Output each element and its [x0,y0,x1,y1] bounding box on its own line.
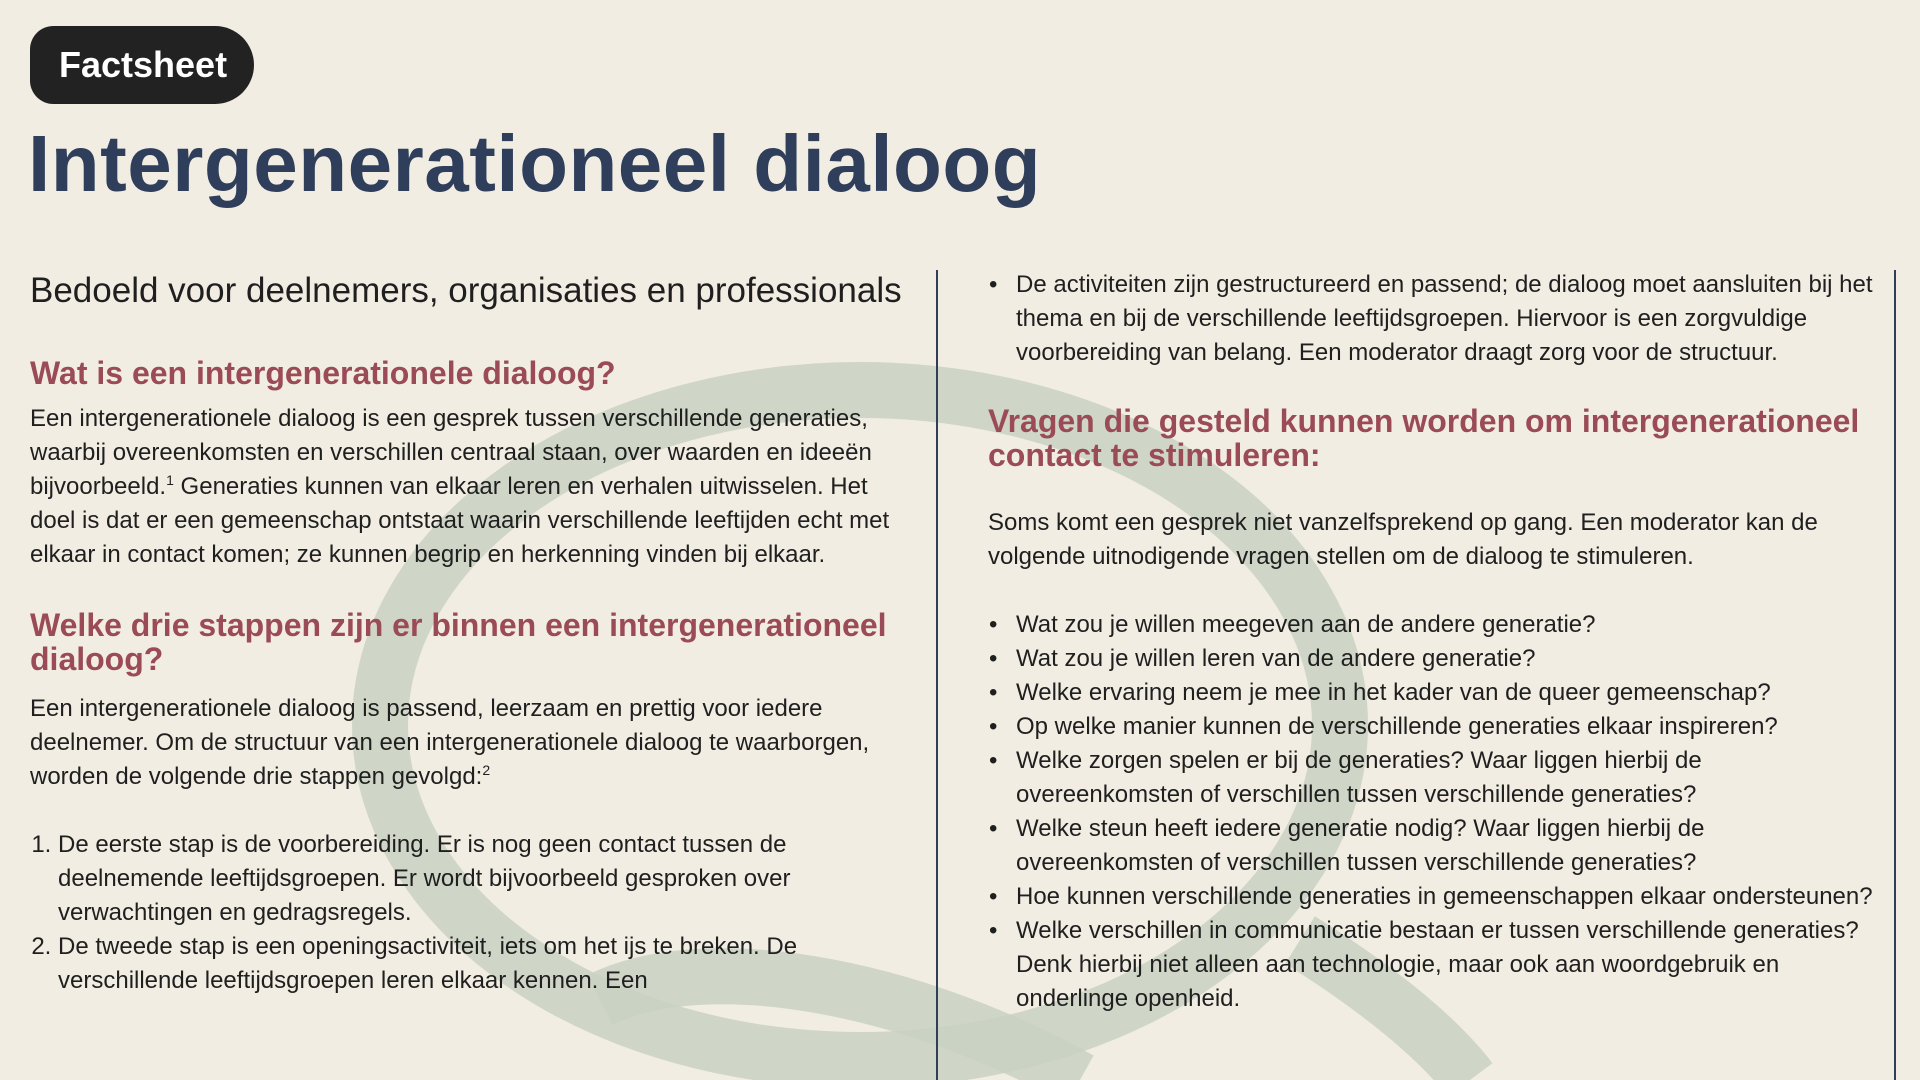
section-text-what-part2: Generaties kunnen van elkaar leren en verhalen uitwisselen. Het doel is dat er een gemeenschap ontstaat waarin verschillende leeftijden echt met elkaar in contact komen; ze kunnen begrip en herkenning vinden bij elkaar. [30,473,890,568]
section-heading-what: Wat is een intergenerationele dialoog? [30,355,616,391]
steps-list [30,828,910,998]
questions-list [988,608,1878,1016]
list-item: • Wat zou je willen leren van de andere generatie? [1016,642,1878,676]
footnote-ref-2: 2 [482,762,491,778]
footnote-ref-1: 1 [166,472,174,488]
column-divider-right [1894,270,1896,1080]
list-item: • De activiteiten zijn gestructureerd en passend; de dialoog moet aansluiten bij het thema en bij de verschillende leeftijdsgroepen. Hiervoor is een zorgvuldige voorbereiding van belang. Een moderator draagt zorg voor de structuur. [1016,268,1878,370]
list-item: • Op welke manier kunnen de verschillende generaties elkaar inspireren? [1016,710,1878,744]
section-text-questions: Soms komt een gesprek niet vanzelfsprekend op gang. Een moderator kan de volgende uitnodigende vragen stellen om de dialoog te stimuleren. [988,509,1818,570]
list-item: • Welke verschillen in communicatie bestaan er tussen verschillende generaties? Denk hierbij niet alleen aan technologie, maar ook aan woordgebruik en onderlinge openheid. [1016,914,1878,1016]
section-heading-questions: Vragen die gesteld kunnen worden om intergenerationeel contact te stimuleren: [988,403,1860,473]
list-item: • Welke ervaring neem je mee in het kader van de queer gemeenschap? [1016,676,1878,710]
section-text-steps [30,692,910,794]
list-item: • Hoe kunnen verschillende generaties in gemeenschappen elkaar ondersteunen? [1016,880,1878,914]
right-column [988,268,1878,1016]
list-item: • Wat zou je willen meegeven aan de andere generatie? [1016,608,1878,642]
list-item: 1. De eerste stap is de voorbereiding. Er is nog geen contact tussen de deelnemende leeftijdsgroepen. Er wordt bijvoorbeeld gesproken over verwachtingen en gedragsregels. [58,828,910,930]
section-text-what [30,402,910,572]
left-column [30,268,910,998]
list-item: 2. De tweede stap is een openingsactiviteit, iets om het ijs te breken. De verschillende leeftijdsgroepen leren elkaar kennen. Een [58,930,910,998]
column-divider-left [936,270,938,1080]
list-item: • Welke steun heeft iedere generatie nodig? Waar liggen hierbij de overeenkomsten of verschillen tussen verschillende generaties? [1016,812,1878,880]
factsheet-badge: Factsheet [30,26,254,104]
audience-subtitle: Bedoeld voor deelnemers, organisaties en professionals [30,271,902,310]
page-title: Intergenerationeel dialoog [28,119,1042,208]
section-text-what-part1: Een intergenerationele dialoog is een gesprek tussen verschillende generaties, waarbij overeenkomsten en verschillen centraal staan, over waarden en ideeën bijvoorbeeld. [30,405,872,500]
list-item: • Welke zorgen spelen er bij de generaties? Waar liggen hierbij de overeenkomsten of verschillen tussen verschillende generaties? [1016,744,1878,812]
section-heading-steps: Welke drie stappen zijn er binnen een intergenerationeel dialoog? [30,607,887,677]
structure-bullet-list [988,268,1878,370]
section-text-steps-body: Een intergenerationele dialoog is passend, leerzaam en prettig voor iedere deelnemer. Om de structuur van een intergenerationele dialoog te waarborgen, worden de volgende drie stappen gevolgd: [30,695,870,790]
